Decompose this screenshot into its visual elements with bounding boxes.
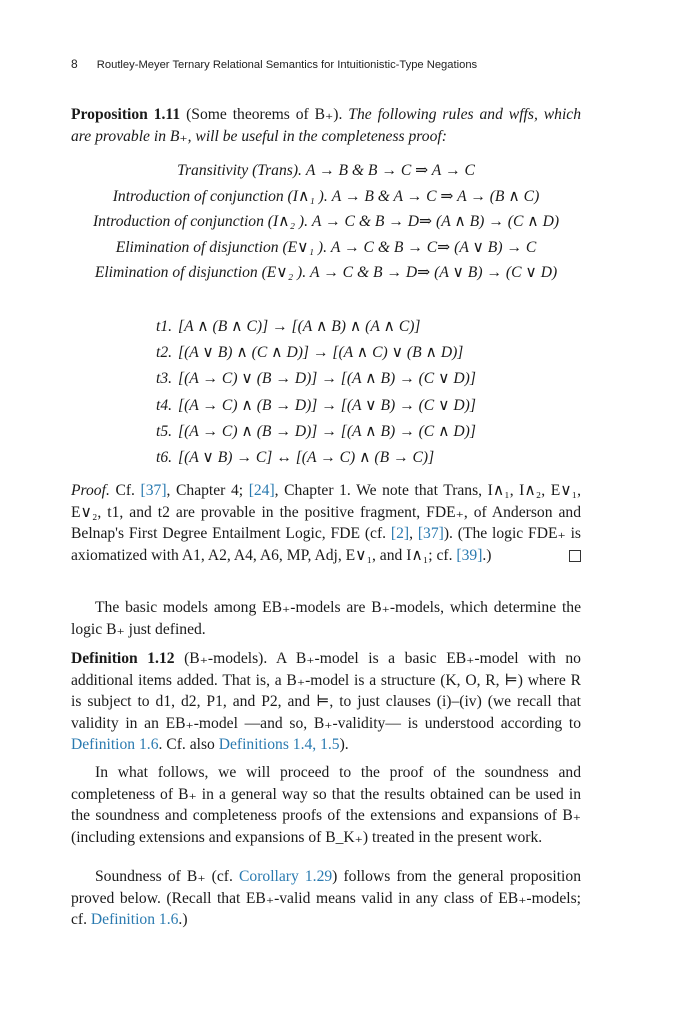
rule-name: Elimination of disjunction (E∨₂ ). [94, 264, 307, 281]
theorem-formula: [A ∧ (B ∧ C)] → [(A ∧ B) ∧ (A ∧ C)] [178, 318, 421, 335]
proposition-title: (Some theorems of B₊). [186, 106, 343, 123]
rule-formula: A → C & B → D⇒ (A ∨ B) → (C ∨ D) [310, 264, 558, 281]
theorems-list [156, 314, 476, 471]
proof-text: , Chapter 4; [166, 482, 244, 499]
rule-item [71, 158, 581, 184]
definition-title: (B₊-models). [184, 650, 268, 667]
definition-text: ). [339, 736, 349, 754]
citation-link[interactable]: [37] [140, 482, 167, 499]
theorem-label: t2. [156, 344, 173, 362]
page-number: 8 [71, 57, 78, 71]
theorem-label: t3. [156, 370, 173, 388]
proof-block [71, 480, 581, 566]
rule-item [71, 235, 581, 261]
theorem-formula: [(A → C) ∧ (B → D)] → [(A ∨ B) → (C ∨ D)] [178, 396, 476, 414]
theorem-item [156, 445, 476, 471]
definition-link[interactable]: Definition 1.6 [90, 911, 179, 929]
proof-text: , Chapter 1. We note that Trans, I∧₁, I∧₂, E∨₁, E∨₂, t1, and t2 are provable in the positive fragment, FDE₊, of Anderson and Belnap's First Degree Entailment Logic, FDE (cf. [71, 482, 581, 543]
theorem-item [156, 340, 476, 366]
theorem-label: t5. [156, 422, 173, 440]
theorem-label: t6. [156, 449, 173, 467]
soundness-paragraph [71, 866, 581, 931]
paragraph-text: Soundness of B₊ (cf. [95, 868, 233, 885]
citation-link[interactable]: [37] [417, 525, 444, 543]
rule-name: Introduction of conjunction (I∧₁ ). [112, 187, 328, 205]
theorem-formula: [(A → C) ∧ (B → D)] → [(A ∧ B) → (C ∧ D)] [178, 422, 476, 440]
theorem-item [156, 366, 476, 392]
rule-item [71, 209, 581, 235]
rule-formula: A → C & B → C⇒ (A ∨ B) → C [330, 238, 537, 256]
citation-link[interactable]: [39] [456, 546, 483, 564]
citation-link[interactable]: [24] [248, 482, 275, 499]
citation-link[interactable]: [2] [390, 525, 410, 543]
basic-models-paragraph [71, 597, 581, 640]
paragraph-text: ) follows from the general proposition proved below. (Recall that EB₊-valid means valid in any class of EB₊-models; cf. [71, 868, 581, 929]
definition-link[interactable]: Definitions 1.4, 1.5 [218, 736, 340, 754]
rule-formula: A → B & B → C ⇒ A → C [305, 162, 475, 179]
theorem-item [156, 393, 476, 419]
proof-label: Proof. [71, 482, 110, 499]
theorem-item [156, 314, 476, 340]
rule-formula: A → B & A → C ⇒ A → (B ∧ C) [331, 187, 540, 205]
running-header [71, 57, 477, 71]
definition-label: Definition 1.12 [71, 650, 175, 667]
proposition-intro: The following rules and wffs, which are provable in B₊, will be useful in the completeness proof: [71, 106, 581, 145]
proof-text: Cf. [115, 482, 135, 499]
definition-block [71, 648, 581, 756]
rule-name: Introduction of conjunction (I∧₂ ). [92, 213, 308, 230]
paragraph-text: In what follows, we will proceed to the proof of the soundness and completeness of B₊ in a general way so that the results obtained can be used in the soundness and completeness proofs of the extensions and expansions of B₊ (including extensions and expansions of B_K₊) treated in the present work. [71, 764, 581, 846]
theorem-label: t4. [156, 396, 173, 414]
proof-text: , [409, 525, 413, 543]
proposition-block [71, 104, 581, 147]
definition-text: . Cf. also [158, 736, 215, 754]
theorem-formula: [(A → C) ∨ (B → D)] → [(A ∧ B) → (C ∨ D)] [178, 370, 476, 388]
rules-list [71, 158, 581, 286]
paragraph-text: .) [178, 911, 188, 929]
general-paragraph [71, 762, 581, 848]
qed-box-icon [569, 550, 581, 562]
proof-text: .) [482, 546, 492, 564]
definition-link[interactable]: Definition 1.6 [71, 736, 159, 754]
proof-text: ). (The logic FDE₊ is axiomatized with A1, A2, A4, A6, MP, Adj, E∨₁, and I∧₁; cf. [71, 525, 581, 564]
rule-name: Transitivity (Trans). [177, 162, 302, 179]
theorem-formula: [(A ∨ B) ∧ (C ∧ D)] → [(A ∧ C) ∨ (B ∧ D)] [178, 344, 464, 362]
rule-name: Elimination of disjunction (E∨₁ ). [115, 238, 327, 256]
rule-item [71, 260, 581, 286]
theorem-formula: [(A ∨ B) → C] ↔ [(A → C) ∧ (B → C)] [178, 449, 435, 467]
definition-body: A B₊-model is a basic EB₊-model with no additional items added. That is, a B₊-model is a structure (K, O, R, ⊨) where R is subject to d1, d2, P1, and P2, and ⊨, to just clauses (i)–(iv) (we recall that validity in an EB₊-model —and so, B₊-validity— is understood according to [71, 650, 581, 732]
paragraph-text: The basic models among EB₊-models are B₊-models, which determine the logic B₊ just defined. [71, 599, 581, 638]
running-title: Routley-Meyer Ternary Relational Semantics for Intuitionistic-Type Negations [96, 59, 478, 71]
theorem-item [156, 419, 476, 445]
corollary-link[interactable]: Corollary 1.29 [239, 868, 333, 885]
proposition-label: Proposition 1.11 [71, 106, 181, 123]
rule-formula: A → C & B → D⇒ (A ∧ B) → (C ∧ D) [311, 213, 560, 230]
rule-item [71, 184, 581, 210]
theorem-label: t1. [156, 318, 173, 335]
